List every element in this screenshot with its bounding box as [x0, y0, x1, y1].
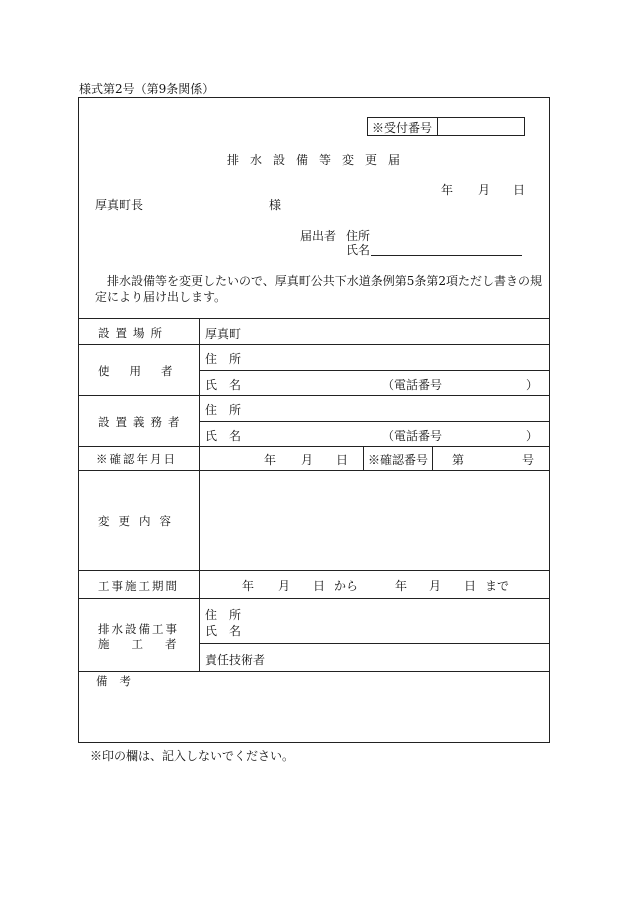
row-line — [78, 318, 550, 319]
row-line — [78, 395, 550, 396]
period-to-year: 年 — [395, 579, 408, 593]
confirm-number-suffix: 号 — [522, 453, 535, 467]
row-line — [78, 570, 550, 571]
location-value[interactable]: 厚真町 — [205, 327, 242, 341]
date-year: 年 — [441, 183, 454, 197]
receipt-number-field[interactable] — [442, 119, 522, 134]
row-line — [78, 446, 550, 447]
obligor-address-label: 住 所 — [205, 403, 242, 417]
engineer-label: 責任技術者 — [205, 653, 266, 667]
user-label: 使用者 — [98, 364, 193, 378]
declaration-text: 排水設備等を変更したいので、厚真町公共下水道条例第5条第2項ただし書きの規定により届け出します。 — [95, 274, 543, 304]
confirm-date-year: 年 — [264, 453, 277, 467]
user-phone-close: ） — [526, 378, 539, 392]
column-line — [363, 446, 364, 470]
row-line — [199, 643, 550, 644]
row-line — [199, 421, 550, 422]
period-from-year: 年 — [242, 579, 255, 593]
remarks-label: 備考 — [96, 674, 143, 688]
notifier-name-underline — [371, 255, 522, 256]
row-line — [78, 598, 550, 599]
period-from-day: 日 — [313, 579, 326, 593]
confirm-date-label: ※確認年月日 — [96, 452, 177, 466]
column-line — [199, 318, 200, 671]
user-address-label: 住 所 — [205, 352, 242, 366]
row-line — [199, 370, 550, 371]
obligor-label: 設置義務者 — [98, 415, 186, 429]
period-from-month: 月 — [278, 579, 291, 593]
footnote: ※印の欄は、記入しないでください。 — [90, 749, 295, 763]
construction-period-label: 工事施工期間 — [98, 579, 179, 593]
row-line — [78, 671, 550, 672]
period-to-suffix: まで — [485, 579, 510, 593]
confirm-date-month: 月 — [301, 453, 314, 467]
user-phone-label: （電話番号 — [382, 378, 443, 392]
receipt-number-label: ※受付番号 — [372, 121, 433, 135]
confirm-date-day: 日 — [336, 453, 349, 467]
remarks-field[interactable] — [80, 690, 548, 741]
confirm-number-label: ※確認番号 — [368, 453, 429, 467]
change-content-field[interactable] — [201, 472, 548, 568]
notifier-name-label: 氏名 — [346, 243, 371, 257]
form-title: 排水設備等変更届 — [227, 153, 412, 167]
period-from-suffix: から — [334, 579, 359, 593]
confirm-number-prefix: 第 — [452, 453, 465, 467]
row-line — [78, 344, 550, 345]
addressee: 厚真町長 — [95, 198, 144, 212]
contractor-label-line2: 施工者 — [98, 637, 199, 651]
honorific: 様 — [269, 198, 282, 212]
user-name-label: 氏 名 — [205, 378, 242, 392]
change-content-label: 変更内容 — [98, 514, 180, 528]
period-to-day: 日 — [464, 579, 477, 593]
notifier-address-label: 住所 — [346, 229, 371, 243]
obligor-name-label: 氏 名 — [205, 429, 242, 443]
contractor-address-label: 住 所 — [205, 608, 242, 622]
location-label: 設置場所 — [98, 326, 168, 340]
receipt-divider — [437, 117, 438, 136]
contractor-label-line1: 排水設備工事 — [98, 622, 179, 636]
period-to-month: 月 — [429, 579, 442, 593]
column-line — [432, 446, 433, 470]
obligor-phone-close: ） — [526, 429, 539, 443]
notifier-label: 届出者 — [300, 229, 337, 243]
date-month: 月 — [478, 183, 491, 197]
form-code: 様式第2号（第9条関係） — [79, 82, 215, 96]
contractor-name-label: 氏 名 — [205, 624, 242, 638]
row-line — [78, 470, 550, 471]
obligor-phone-label: （電話番号 — [382, 429, 443, 443]
date-day: 日 — [513, 183, 526, 197]
